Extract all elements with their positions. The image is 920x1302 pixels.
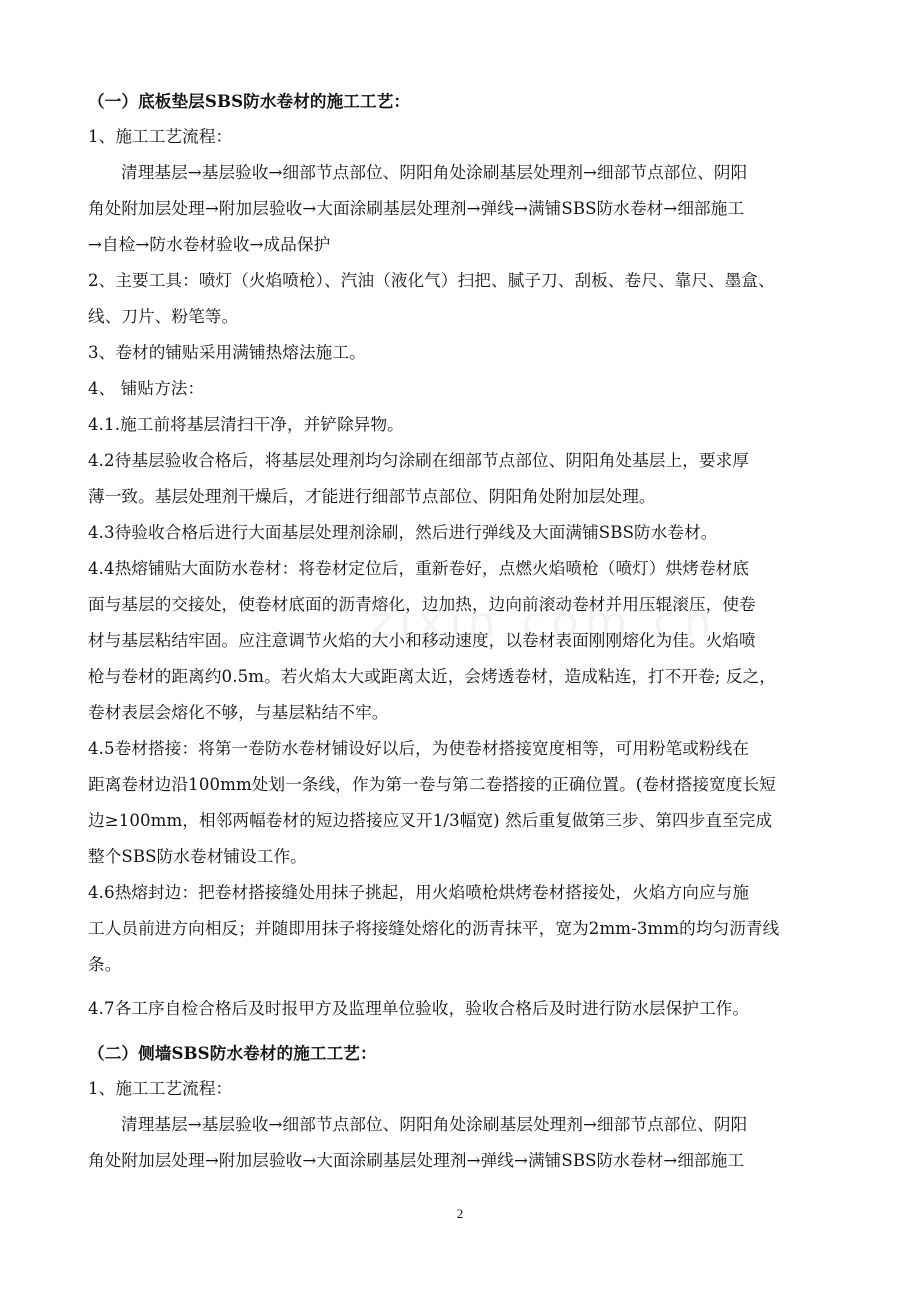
tools-line: 2、主要工具：喷灯（火焰喷枪）、汽油（液化气）扫把、腻子刀、刮板、卷尺、靠尺、墨盒、 xyxy=(88,271,775,290)
paragraph-4-4-line: 4.4热熔铺贴大面防水卷材：将卷材定位后，重新卷好，点燃火焰喷枪（喷灯）烘烤卷材底 xyxy=(88,559,750,578)
tools-line: 线、刀片、粉笔等。 xyxy=(88,307,239,326)
paragraph-4-4-line: 材与基层粘结牢固。应注意调节火焰的大小和移动速度，以卷材表面刚刚熔化为佳。火焰喷 xyxy=(88,631,756,650)
section1-flow-line: 角处附加层处理→附加层验收→大面涂刷基层处理剂→弹线→满铺SBS防水卷材→细部施工 xyxy=(88,199,745,218)
paragraph-4-5-line: 4.5卷材搭接：将第一卷防水卷材铺设好以后，为使卷材搭接宽度相等，可用粉笔或粉线在 xyxy=(88,739,750,758)
paragraph-4-2-line: 4.2待基层验收合格后，将基层处理剂均匀涂刷在细部节点部位、阴阳角处基层上，要求厚 xyxy=(88,451,750,470)
section2-step1-label: 1、施工工艺流程： xyxy=(88,1079,233,1098)
paragraph-4-5-line: 边≥100mm，相邻两幅卷材的短边搭接应叉开1/3幅宽) 然后重复做第三步、第四步直至完成 xyxy=(88,811,773,830)
section2-flow-line: 清理基层→基层验收→细部节点部位、阴阳角处涂刷基层处理剂→细部节点部位、阴阳 xyxy=(121,1115,748,1134)
paragraph-4-5-line: 整个SBS防水卷材铺设工作。 xyxy=(88,847,307,866)
page-number: 2 xyxy=(456,1206,464,1221)
step4-label: 4、 铺贴方法： xyxy=(88,379,205,398)
section2-flow-line: 角处附加层处理→附加层验收→大面涂刷基层处理剂→弹线→满铺SBS防水卷材→细部施工 xyxy=(88,1151,745,1170)
paragraph-4-1: 4.1.施工前将基层清扫干净，并铲除异物。 xyxy=(88,415,404,434)
paragraph-4-3: 4.3待验收合格后进行大面基层处理剂涂刷，然后进行弹线及大面满铺SBS防水卷材。 xyxy=(88,523,718,542)
paragraph-4-7: 4.7各工序自检合格后及时报甲方及监理单位验收，验收合格后及时进行防水层保护工作。 xyxy=(88,999,750,1018)
spacer xyxy=(88,1027,840,1035)
paragraph-4-6-line: 工人员前进方向相反；并随即用抹子将接缝处熔化的沥青抹平，宽为2mm-3mm的均匀沥青线 xyxy=(88,919,780,938)
paragraph-4-2-line: 薄一致。基层处理剂干燥后，才能进行细部节点部位、阴阳角处附加层处理。 xyxy=(88,487,656,506)
spacer xyxy=(88,983,840,991)
section1-step1-label: 1、施工工艺流程： xyxy=(88,127,233,146)
paragraph-4-5-line: 距离卷材边沿100mm处划一条线，作为第一卷与第二卷搭接的正确位置。(卷材搭接宽度长短 xyxy=(88,775,776,794)
paragraph-4-4-line: 枪与卷材的距离约0.5m。若火焰太大或距离太近，会烤透卷材，造成粘连，打不开卷; 反之， xyxy=(88,667,776,686)
document-body xyxy=(88,83,840,1179)
section2-title: （二）侧墙SBS防水卷材的施工工艺： xyxy=(88,1043,377,1063)
method-line: 3、卷材的铺贴采用满铺热熔法施工。 xyxy=(88,343,366,362)
paragraph-4-6-line: 4.6热熔封边：把卷材搭接缝处用抹子挑起，用火焰喷枪烘烤卷材搭接处，火焰方向应与施 xyxy=(88,883,750,902)
section1-title: （一）底板垫层SBS防水卷材的施工工艺： xyxy=(88,91,411,111)
paragraph-4-4-line: 卷材表层会熔化不够，与基层粘结不牢。 xyxy=(88,703,389,722)
paragraph-4-6-line: 条。 xyxy=(88,955,122,974)
section1-flow-line: 清理基层→基层验收→细部节点部位、阴阳角处涂刷基层处理剂→细部节点部位、阴阳 xyxy=(121,163,748,182)
section1-flow-line: →自检→防水卷材验收→成品保护 xyxy=(88,235,331,254)
paragraph-4-4-line: 面与基层的交接处，使卷材底面的沥青熔化，边加热，边向前滚动卷材并用压辊滚压，使卷 xyxy=(88,595,756,614)
